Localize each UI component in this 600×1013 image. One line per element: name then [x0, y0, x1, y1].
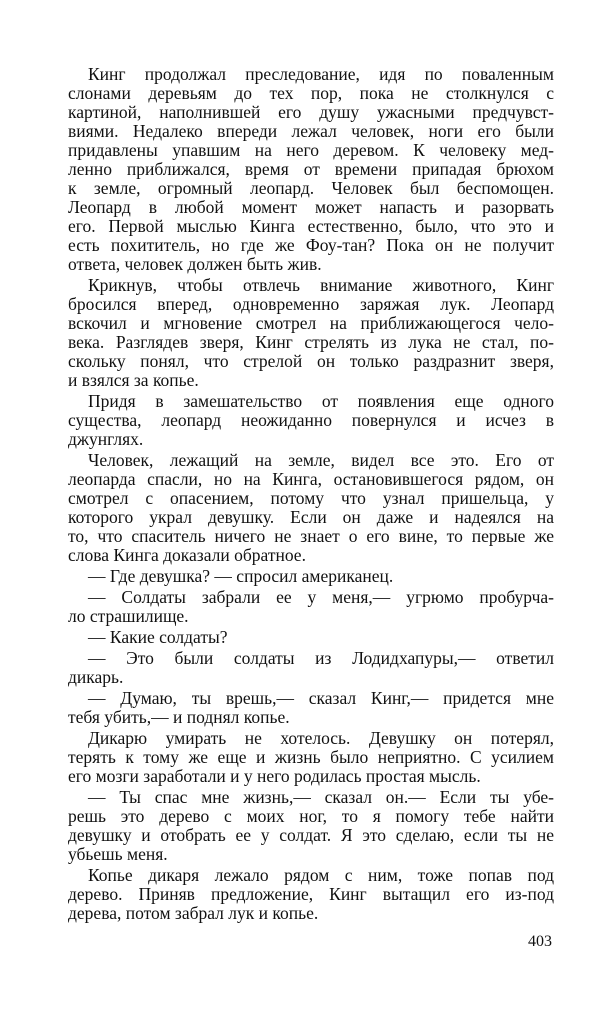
paragraph: [68, 567, 554, 586]
text-line: дерево. Приняв предложение, Кинг вытащил его из-под: [68, 884, 554, 904]
text-line: то, что спаситель ничего не знает о его вине, то первые же: [68, 526, 554, 546]
text-line: — Думаю, ты врешь,— сказал Кинг,— придется мне: [88, 688, 554, 708]
paragraph: [68, 689, 554, 727]
text-line: решь это дерево с моих ног, то я помогу тебе найти: [68, 806, 554, 826]
paragraph: [68, 276, 554, 390]
text-line: существа, леопард неожиданно повернулся и исчез в: [68, 410, 554, 430]
text-line: — Где девушка? — спросил американец.: [88, 566, 394, 586]
text-line: Крикнув, чтобы отвлечь внимание животного, Кинг: [88, 275, 554, 295]
text-line: Леопард в любой момент может напасть и разорвать: [68, 197, 554, 217]
text-line: есть похититель, но где же Фоу-тан? Пока он не получит: [68, 235, 554, 255]
text-line: смотрел с опасением, потому что узнал пришельца, у: [68, 488, 554, 508]
text-line: века. Разглядев зверя, Кинг стрелять из лука не стал, по-: [68, 332, 554, 352]
text-line: Человек, лежащий на земле, видел все это. Его от: [88, 450, 554, 470]
paragraph: [68, 392, 554, 449]
paragraph: [68, 866, 554, 923]
text-line: его мозги заработали и у него родилась простая мысль.: [68, 766, 481, 786]
text-line: Придя в замешательство от появления еще одного: [88, 391, 554, 411]
page-number: 403: [528, 933, 552, 950]
text-line: ленно приближался, время от времени припадая брюхом: [68, 159, 554, 179]
paragraph: [68, 628, 554, 647]
text-line: слонами деревьям до тех пор, пока не столкнулся с: [68, 83, 554, 103]
text-line: к земле, огромный леопард. Человек был беспомощен.: [68, 178, 554, 198]
text-line: леопарда спасли, но на Кинга, остановившегося рядом, он: [68, 469, 554, 489]
paragraph: [68, 729, 554, 786]
paragraph: [68, 65, 554, 274]
text-line: слова Кинга доказали обратное.: [68, 545, 306, 565]
text-line: картиной, наполнившей его душу ужасными предчувст-: [68, 102, 554, 122]
text-line: джунглях.: [68, 429, 144, 449]
text-line: его. Первой мыслью Кинга естественно, было, что это и: [68, 216, 554, 236]
text-line: — Ты спас мне жизнь,— сказал он.— Если ты убе-: [88, 787, 554, 807]
text-line: убьешь меня.: [68, 844, 168, 864]
text-line: ответа, человек должен быть жив.: [68, 254, 322, 274]
text-line: и взялся за копье.: [68, 370, 199, 390]
page-body-text: [68, 65, 554, 923]
text-line: Дикарю умирать не хотелось. Девушку он потерял,: [88, 728, 554, 748]
text-line: девушку и отобрать ее у солдат. Я это сделаю, если ты не: [68, 825, 554, 845]
text-line: дерева, потом забрал лук и копье.: [68, 903, 319, 923]
text-line: тебя убить,— и поднял копье.: [68, 707, 290, 727]
paragraph: [68, 588, 554, 626]
text-line: — Это были солдаты из Лодидхапуры,— ответил: [88, 648, 554, 668]
text-line: ло страшилище.: [68, 606, 189, 626]
text-line: — Какие солдаты?: [88, 627, 228, 647]
paragraph: [68, 788, 554, 864]
text-line: Кинг продолжал преследование, идя по поваленным: [88, 64, 554, 84]
paragraph: [68, 649, 554, 687]
text-line: вскочил и мгновение смотрел на приближающегося чело-: [68, 313, 554, 333]
text-line: — Солдаты забрали ее у меня,— угрюмо пробурча-: [88, 587, 554, 607]
text-line: придавлены упавшим на него деревом. К человеку мед-: [68, 140, 554, 160]
text-line: дикарь.: [68, 667, 124, 687]
text-line: бросился вперед, одновременно заряжая лук. Леопард: [68, 294, 554, 314]
text-line: терять к тому же еще и жизнь было неприятно. С усилием: [68, 747, 554, 767]
text-line: скольку понял, что стрелой он только раздразнит зверя,: [68, 351, 554, 371]
text-line: которого украл девушку. Если он даже и надеялся на: [68, 507, 554, 527]
text-line: Копье дикаря лежало рядом с ним, тоже попав под: [88, 865, 554, 885]
paragraph: [68, 451, 554, 565]
text-line: виями. Недалеко впереди лежал человек, ноги его были: [68, 121, 554, 141]
